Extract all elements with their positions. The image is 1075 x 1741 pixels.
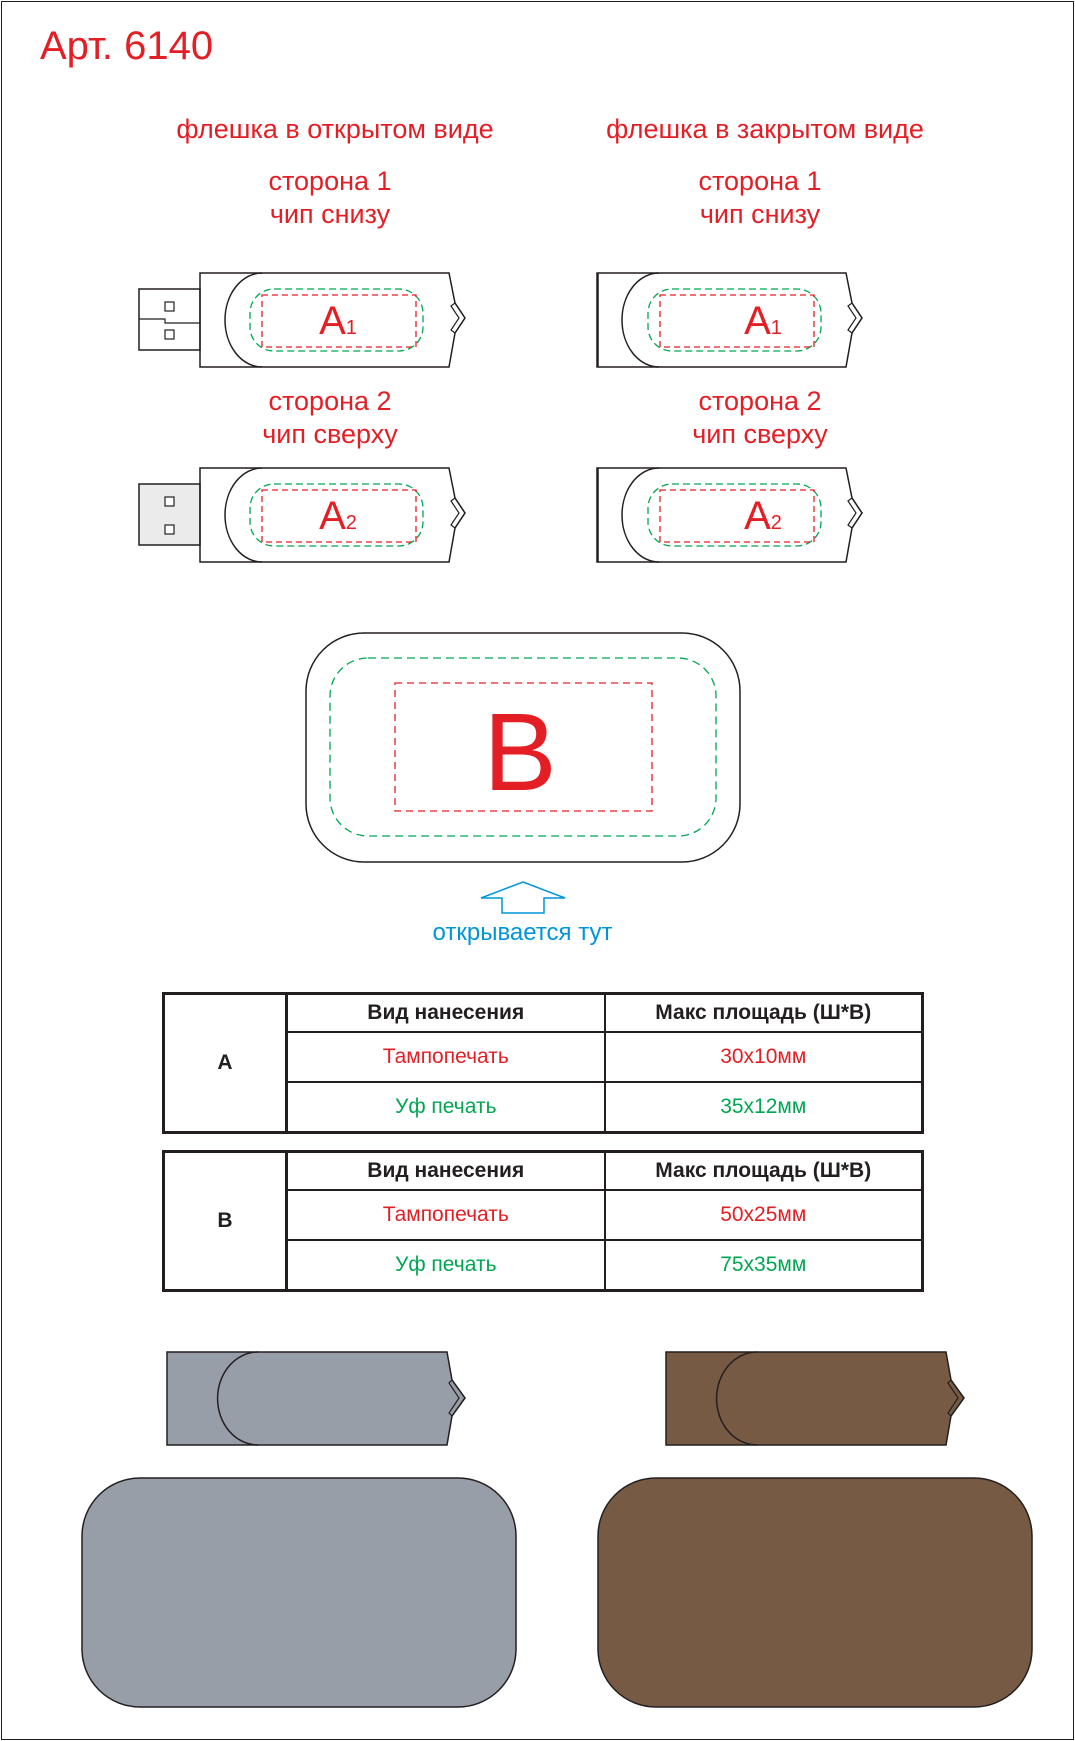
area-header: Макс площадь (Ш*В): [605, 1152, 923, 1191]
closed-side2-label: сторона 2 чип сверху: [692, 386, 828, 449]
zone-a-letter: A: [164, 994, 287, 1133]
open-view-heading: флешка в открытом виде: [176, 114, 494, 144]
brown-top-sample: [598, 1478, 1032, 1707]
pad-print-area: 50х25мм: [605, 1190, 923, 1240]
pad-print-method: Тампопечать: [287, 1032, 605, 1082]
uv-print-area: 35х12мм: [605, 1082, 923, 1133]
grey-top-sample: [82, 1478, 516, 1707]
uv-print-method: Уф печать: [287, 1240, 605, 1291]
uv-print-area: 75х35мм: [605, 1240, 923, 1291]
closed-side1-label: сторона 1 чип снизу: [698, 166, 822, 229]
method-header: Вид нанесения: [287, 994, 605, 1033]
zone-b-letter: B: [164, 1152, 287, 1291]
pad-print-area: 30х10мм: [605, 1032, 923, 1082]
method-header: Вид нанесения: [287, 1152, 605, 1191]
zone-a2-closed-label: A2: [744, 494, 782, 538]
closed-drive-side2: [597, 468, 862, 562]
zone-b-spec-table: [162, 1150, 924, 1292]
zone-a-spec-table: [162, 992, 924, 1134]
zone-a1-label: A1: [319, 299, 357, 343]
open-side2-label: сторона 2 чип сверху: [262, 386, 398, 449]
open-drive-side2: [139, 468, 465, 562]
pad-print-method: Тампопечать: [287, 1190, 605, 1240]
area-header: Макс площадь (Ш*В): [605, 994, 923, 1033]
zone-b-label: B: [483, 691, 557, 814]
uv-print-method: Уф печать: [287, 1082, 605, 1133]
open-drive-side1: [139, 273, 465, 367]
closed-drive-side1: [597, 273, 862, 367]
opens-here-arrow-icon: [481, 882, 565, 913]
opens-here-label: открывается тут: [432, 919, 613, 946]
article-title: Арт. 6140: [40, 24, 214, 68]
zone-a2-label: A2: [319, 494, 357, 538]
brown-drive-sample: [666, 1352, 964, 1445]
open-side1-label: сторона 1 чип снизу: [268, 166, 392, 229]
grey-drive-sample: [167, 1352, 465, 1445]
closed-view-heading: флешка в закрытом виде: [606, 114, 924, 144]
zone-a1-closed-label: A1: [744, 299, 782, 343]
